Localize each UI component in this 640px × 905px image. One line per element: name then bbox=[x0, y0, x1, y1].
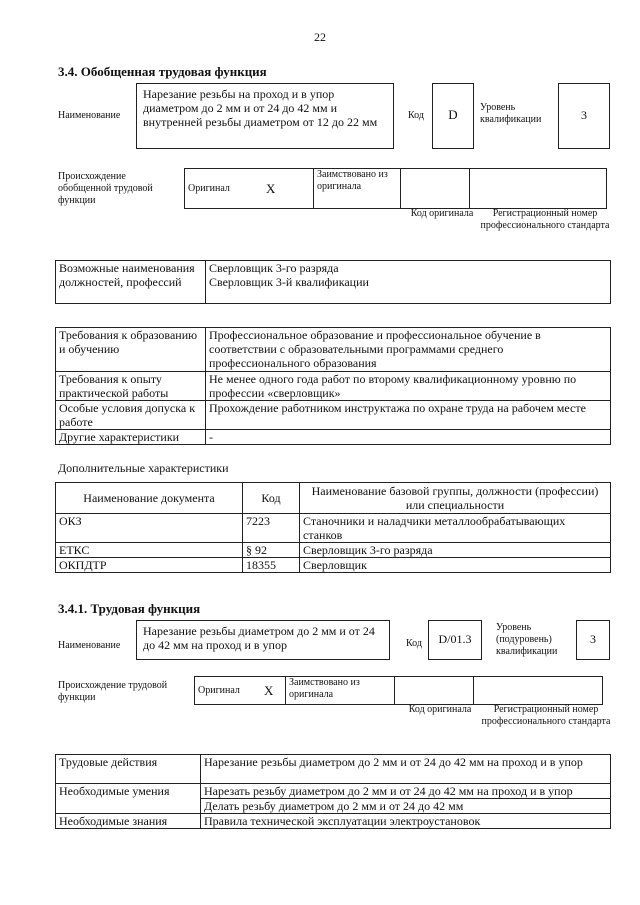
code-label: Код bbox=[406, 638, 422, 649]
requirement-row bbox=[56, 401, 611, 430]
origin-label: Происхождение обобщенной трудовой функции bbox=[58, 171, 153, 206]
requirement-label: Другие характеристики bbox=[59, 430, 180, 444]
code-value: D bbox=[448, 107, 458, 122]
reg-number-cell bbox=[470, 169, 607, 209]
extra-title: Дополнительные характеристики bbox=[58, 461, 229, 475]
requirement-label: Особые условия допуска к работе bbox=[59, 401, 196, 429]
level-value: 3 bbox=[581, 108, 587, 122]
code-label: Код bbox=[408, 110, 424, 121]
requirement-row bbox=[56, 328, 611, 372]
action-value: Нарезание резьбы диаметром до 2 мм и от 24 до 42 мм на проход и в упор bbox=[204, 755, 583, 769]
original-mark: X bbox=[264, 682, 274, 698]
extra-cell: Сверловщик bbox=[303, 558, 367, 572]
positions-table bbox=[55, 260, 611, 304]
original-mark: X bbox=[266, 180, 276, 196]
extra-cell: Станочники и наладчики металлообрабатывающих станков bbox=[303, 514, 566, 542]
requirement-value: Профессиональное образование и профессиональное обучение в соответствии с образовательными программами среднего профессионального образования bbox=[209, 328, 541, 370]
extra-row bbox=[56, 558, 611, 573]
function-name-value: Нарезание резьбы на проход и в упор диаметром до 2 мм и от 24 до 42 мм и внутренней резьбы диаметром от 12 до 22 мм bbox=[143, 87, 378, 129]
reg-caption: Регистрационный номер профессионального стандарта bbox=[481, 704, 611, 727]
action-value: Нарезать резьбу диаметром до 2 мм и от 24 до 42 мм на проход и в упор bbox=[204, 784, 573, 798]
extra-cell: 18355 bbox=[246, 558, 276, 572]
requirement-label: Требования к образованию и обучению bbox=[59, 328, 198, 356]
section-heading: 3.4. Обобщенная трудовая функция bbox=[58, 64, 267, 79]
original-label: Оригинал bbox=[198, 684, 240, 696]
action-label: Необходимые умения bbox=[59, 784, 170, 798]
level-label: Уровень квалификации bbox=[480, 102, 542, 125]
extra-header-row bbox=[56, 483, 611, 514]
extra-cell: ЕТКС bbox=[59, 543, 90, 557]
action-value: Правила технической эксплуатации электроустановок bbox=[204, 814, 481, 828]
code-orig-caption: Код оригинала bbox=[410, 208, 474, 219]
positions-label: Возможные наименования должностей, профессий bbox=[59, 261, 195, 289]
extra-cell: ОКПДТР bbox=[59, 558, 107, 572]
extra-header: Код bbox=[261, 491, 281, 505]
extra-row bbox=[56, 514, 611, 543]
action-row bbox=[56, 755, 611, 784]
requirement-row bbox=[56, 430, 611, 445]
origin-table bbox=[194, 676, 603, 705]
extra-cell: Сверловщик 3-го разряда bbox=[303, 543, 433, 557]
requirements-table bbox=[55, 327, 611, 445]
name-label: Наименование bbox=[58, 640, 121, 651]
extra-cell: ОКЗ bbox=[59, 514, 82, 528]
code-orig-caption: Код оригинала bbox=[408, 704, 472, 715]
code-orig-cell bbox=[395, 677, 474, 705]
requirement-value: Прохождение работником инструктажа по охране труда на рабочем месте bbox=[209, 401, 586, 415]
level-label: Уровень (подуровень) квалификации bbox=[496, 622, 558, 657]
requirement-label: Требования к опыту практической работы bbox=[59, 372, 169, 400]
action-label: Необходимые знания bbox=[59, 814, 168, 828]
requirement-value: Не менее одного года работ по второму квалификационному уровню по профессии «сверловщик» bbox=[209, 372, 577, 400]
name-label: Наименование bbox=[58, 110, 121, 121]
original-label: Оригинал bbox=[188, 182, 230, 194]
reg-number-cell bbox=[474, 677, 603, 705]
actions-table bbox=[55, 754, 611, 829]
action-label: Трудовые действия bbox=[59, 755, 158, 769]
level-box bbox=[576, 620, 610, 660]
borrowed-label: Заимствовано из оригинала bbox=[289, 677, 360, 700]
extra-cell: 7223 bbox=[246, 514, 270, 528]
reg-caption: Регистрационный номер профессионального стандарта bbox=[480, 208, 610, 231]
function-name-box bbox=[136, 83, 394, 149]
extra-table bbox=[55, 482, 611, 573]
origin-table bbox=[184, 168, 607, 209]
action-value: Делать резьбу диаметром до 2 мм и от 24 до 42 мм bbox=[204, 799, 464, 813]
borrowed-label: Заимствовано из оригинала bbox=[317, 169, 388, 192]
page-number: 22 bbox=[314, 30, 326, 44]
action-row bbox=[56, 784, 611, 799]
level-value: 3 bbox=[590, 632, 596, 646]
position-item: Сверловщик 3-го разряда bbox=[209, 261, 339, 275]
level-box bbox=[558, 83, 610, 149]
action-row bbox=[56, 814, 611, 829]
extra-row bbox=[56, 543, 611, 558]
requirement-row bbox=[56, 372, 611, 401]
function-name-box bbox=[136, 620, 390, 660]
requirement-value: - bbox=[209, 430, 213, 444]
extra-cell: § 92 bbox=[246, 543, 267, 557]
code-value: D/01.3 bbox=[438, 632, 472, 646]
function-name-value: Нарезание резьбы диаметром до 2 мм и от 24 до 42 мм на проход и в упор bbox=[143, 624, 375, 652]
code-box bbox=[428, 620, 482, 660]
position-item: Сверловщик 3-й квалификации bbox=[209, 275, 369, 289]
extra-header: Наименование документа bbox=[83, 491, 215, 505]
code-orig-cell bbox=[401, 169, 470, 209]
code-box bbox=[432, 83, 474, 149]
origin-label: Происхождение трудовой функции bbox=[58, 680, 168, 703]
extra-header: Наименование базовой группы, должности (профессии) или специальности bbox=[311, 484, 599, 512]
subsection-heading: 3.4.1. Трудовая функция bbox=[58, 601, 201, 616]
